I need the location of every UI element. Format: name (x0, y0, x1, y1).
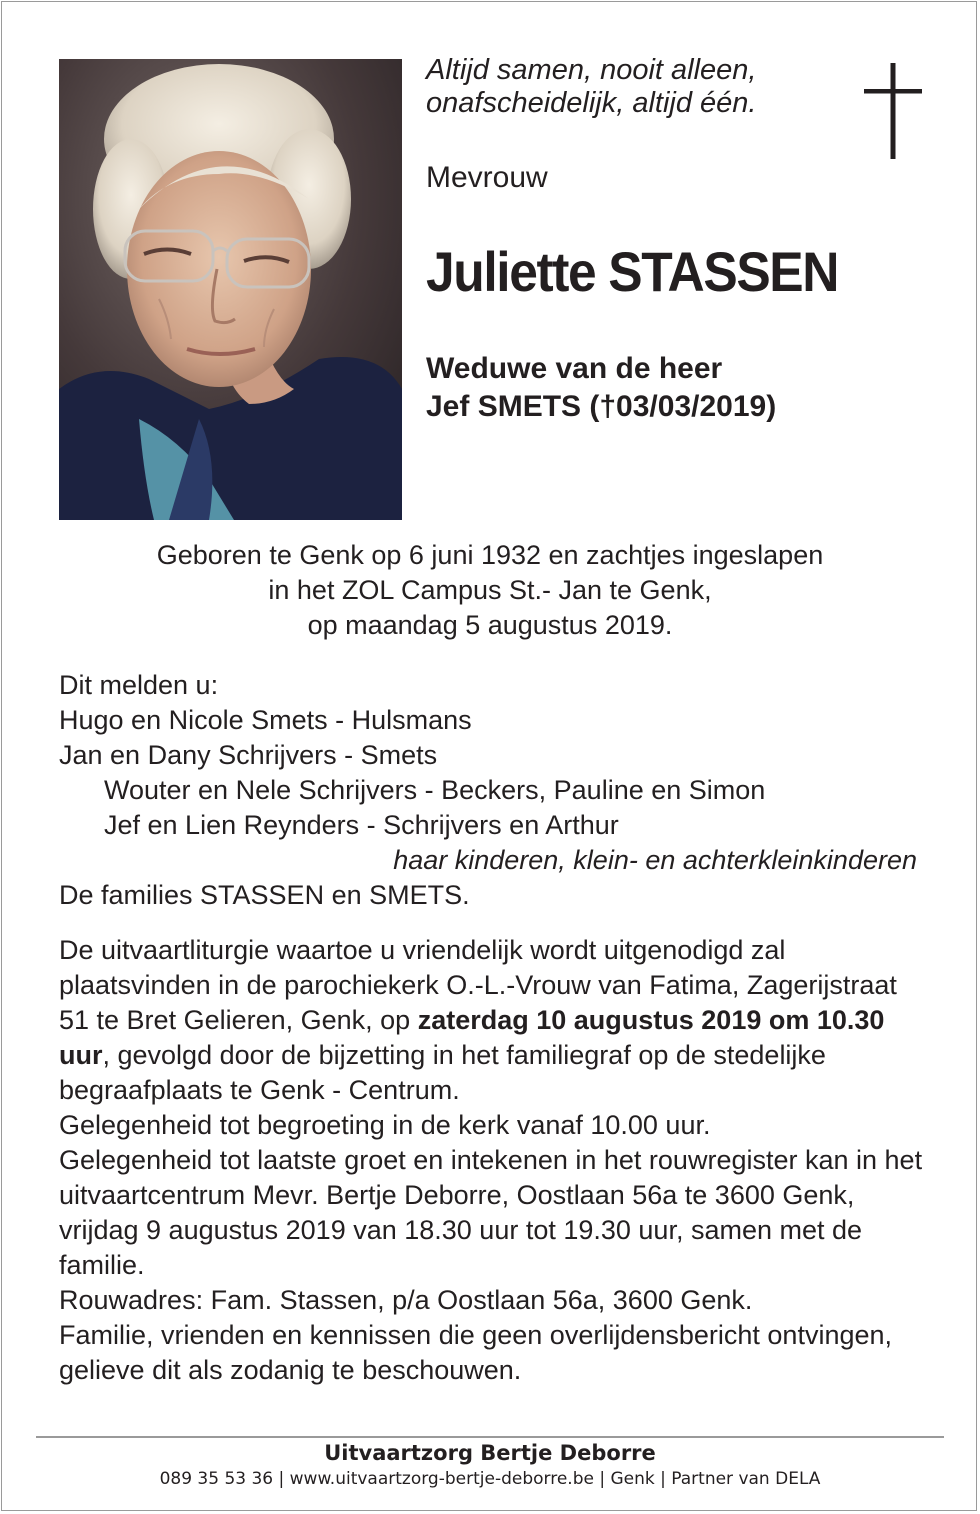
deceased-name: Juliette STASSEN (426, 240, 839, 303)
honorific: Mevrouw (426, 161, 548, 194)
liturgy-date: zaterdag 10 augustus 2019 om 10.30 uur (59, 1005, 885, 1070)
relation-caption: haar kinderen, klein- en achterkleinkinderen (393, 845, 917, 875)
cross-icon (864, 63, 922, 159)
funeral-home-footer (0, 1439, 980, 1491)
spouse-info (426, 350, 776, 426)
families-line: De families STASSEN en SMETS. (59, 880, 470, 910)
funeral-home-name: Uitvaartzorg Bertje Deborre (324, 1441, 656, 1465)
motto-quote (426, 54, 756, 120)
announcement-intro: Dit melden u: (59, 670, 219, 700)
motto-line-1: Altijd samen, nooit alleen, (426, 54, 757, 86)
birth-line-1: Geboren te Genk op 6 juni 1932 en zachtjes ingeslapen (156, 540, 824, 570)
grandchild-line: Jef en Lien Reynders - Schrijvers en Arthur (104, 810, 619, 840)
spouse-line-2: Jef SMETS (†03/03/2019) (426, 390, 777, 423)
liturgy-after: , gevolgd door de bijzetting in het familiegraf op de stedelijke begraafplaats te Genk - Centrum. (59, 1040, 826, 1105)
child-line: Jan en Dany Schrijvers - Smets (59, 740, 438, 770)
mourning-address: Rouwadres: Fam. Stassen, p/a Oostlaan 56a, 3600 Genk. (59, 1285, 753, 1315)
footer-divider (36, 1436, 944, 1438)
greeting-info: Gelegenheid tot begroeting in de kerk vanaf 10.00 uur. (59, 1110, 711, 1140)
liturgy-intro: De uitvaartliturgie waartoe u vriendelijk wordt uitgenodigd zal plaatsvinden in de parochiekerk O.-L.-Vrouw van Fatima, Zagerijstraat 51 te Bret Gelieren, Genk, op (59, 935, 897, 1035)
funeral-home-contact: 089 35 53 36 | www.uitvaartzorg-bertje-deborre.be | Genk | Partner van DELA (159, 1469, 821, 1489)
motto-line-2: onafscheidelijk, altijd één. (426, 87, 757, 119)
birth-line-3: op maandag 5 augustus 2019. (307, 610, 673, 640)
birth-line-2: in het ZOL Campus St.- Jan te Genk, (268, 575, 712, 605)
child-line: Hugo en Nicole Smets - Hulsmans (59, 705, 472, 735)
service-details (59, 933, 929, 1388)
spouse-line-1: Weduwe van de heer (426, 352, 723, 385)
family-announcement (59, 668, 939, 913)
portrait-photo (59, 59, 402, 520)
birth-death-details (40, 538, 940, 643)
grandchild-line: Wouter en Nele Schrijvers - Beckers, Pauline en Simon (104, 775, 766, 805)
liturgy-paragraph (59, 933, 929, 1108)
notice-text: Familie, vrienden en kennissen die geen overlijdensbericht ontvingen, gelieve dit als zodanig te beschouwen. (59, 1320, 893, 1385)
last-farewell-info: Gelegenheid tot laatste groet en intekenen in het rouwregister kan in het uitvaartcentrum Mevr. Bertje Deborre, Oostlaan 56a te 3600 Genk, vrijdag 9 augustus 2019 van 18.30 uur tot 19.30 uur, samen met de familie. (59, 1145, 923, 1280)
